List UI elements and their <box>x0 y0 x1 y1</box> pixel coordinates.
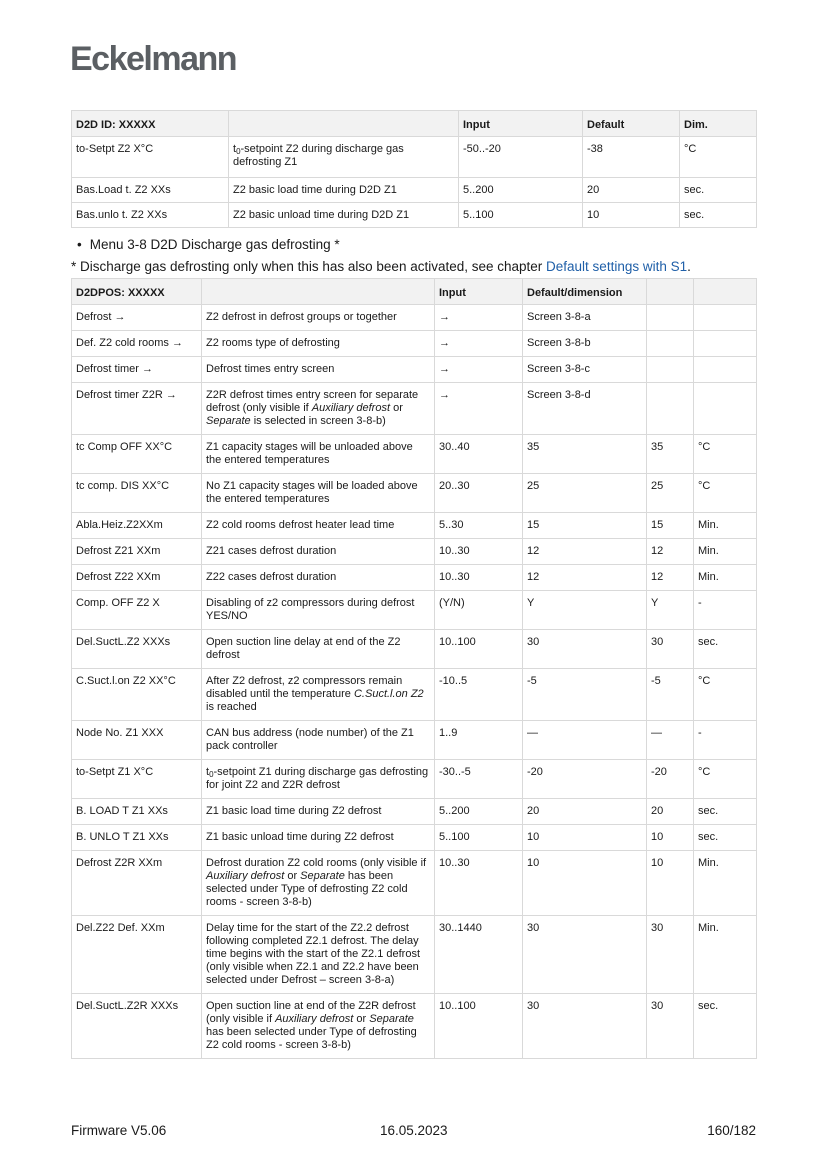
table-row <box>72 137 757 178</box>
default-cell: Screen 3-8-c <box>523 357 647 383</box>
description-cell: Z1 capacity stages will be unloaded above the entered temperatures <box>202 435 435 474</box>
d2d-id-table <box>71 110 757 228</box>
input-cell: 10..30 <box>435 565 523 591</box>
input-cell: 10..30 <box>435 851 523 916</box>
table-row <box>72 630 757 669</box>
parameter-cell: Bas.unlo t. Z2 XXs <box>72 203 229 228</box>
default-cell: 25 <box>523 474 647 513</box>
default-cell: Screen 3-8-b <box>523 331 647 357</box>
dim-cell: sec. <box>694 825 757 851</box>
input-cell: → <box>435 305 523 331</box>
dim-cell: sec. <box>680 203 757 228</box>
parameter-cell: Del.Z22 Def. XXm <box>72 916 202 994</box>
description-cell: After Z2 defrost, z2 compressors remain disabled until the temperature C.Suct.l.on Z2 is reached <box>202 669 435 721</box>
parameter-cell: Node No. Z1 XXX <box>72 721 202 760</box>
default-cell: 10 <box>523 825 647 851</box>
input-cell: 30..40 <box>435 435 523 474</box>
default-cell: Screen 3-8-d <box>523 383 647 435</box>
footer-page-number: 160/182 <box>707 1123 756 1138</box>
description-cell: Delay time for the start of the Z2.2 defrost following completed Z2.1 defrost. The delay time begins with the start of the Z2.1 defrost (only visible when Z2.1 and Z2.2 have been selected under Defrost – screen 3-8-a) <box>202 916 435 994</box>
menu-heading: Menu 3-8 D2D Discharge gas defrosting * <box>89 237 340 252</box>
default-cell: 20 <box>583 178 680 203</box>
value-cell: -20 <box>647 760 694 799</box>
activation-note: * Discharge gas defrosting only when this has also been activated, see chapter Default settings with S1. <box>71 259 691 274</box>
description-cell: Z22 cases defrost duration <box>202 565 435 591</box>
value-cell: 10 <box>647 851 694 916</box>
value-cell: 15 <box>647 513 694 539</box>
input-cell: 20..30 <box>435 474 523 513</box>
parameter-cell: B. LOAD T Z1 XXs <box>72 799 202 825</box>
header-cell: Dim. <box>680 111 757 137</box>
description-cell: Z2 rooms type of defrosting <box>202 331 435 357</box>
description-cell: Z2 basic load time during D2D Z1 <box>229 178 459 203</box>
default-cell: 10 <box>523 851 647 916</box>
value-cell: — <box>647 721 694 760</box>
value-cell: 30 <box>647 630 694 669</box>
table-header-row <box>72 111 757 137</box>
default-cell: Screen 3-8-a <box>523 305 647 331</box>
default-cell: -5 <box>523 669 647 721</box>
parameter-cell: tc comp. DIS XX°C <box>72 474 202 513</box>
parameter-cell: Bas.Load t. Z2 XXs <box>72 178 229 203</box>
dim-cell: °C <box>680 137 757 178</box>
default-cell: 10 <box>583 203 680 228</box>
input-cell: → <box>435 331 523 357</box>
description-cell: Z1 basic unload time during Z2 defrost <box>202 825 435 851</box>
parameter-cell: Defrost Z22 XXm <box>72 565 202 591</box>
value-cell: 30 <box>647 916 694 994</box>
input-cell: -10..5 <box>435 669 523 721</box>
value-cell: 12 <box>647 539 694 565</box>
parameter-cell: C.Suct.l.on Z2 XX°C <box>72 669 202 721</box>
value-cell: 30 <box>647 994 694 1059</box>
input-cell: 30..1440 <box>435 916 523 994</box>
default-cell: — <box>523 721 647 760</box>
dim-cell: Min. <box>694 851 757 916</box>
parameter-cell: Defrost timer Z2R → <box>72 383 202 435</box>
input-cell: 5..30 <box>435 513 523 539</box>
table-row <box>72 825 757 851</box>
description-cell: Z2 defrost in defrost groups or together <box>202 305 435 331</box>
description-cell: CAN bus address (node number) of the Z1 pack controller <box>202 721 435 760</box>
input-cell: (Y/N) <box>435 591 523 630</box>
description-cell: Defrost times entry screen <box>202 357 435 383</box>
dim-cell: Min. <box>694 565 757 591</box>
dim-cell: °C <box>694 669 757 721</box>
default-cell: -20 <box>523 760 647 799</box>
table-row <box>72 799 757 825</box>
value-cell: 20 <box>647 799 694 825</box>
table-row <box>72 305 757 331</box>
header-cell: Input <box>435 279 523 305</box>
parameter-cell: Defrost timer → <box>72 357 202 383</box>
description-cell: Open suction line delay at end of the Z2 defrost <box>202 630 435 669</box>
dim-cell: °C <box>694 474 757 513</box>
table-row <box>72 474 757 513</box>
value-cell: -5 <box>647 669 694 721</box>
input-cell: 10..100 <box>435 630 523 669</box>
d2dpos-table <box>71 278 757 1059</box>
dim-cell: Min. <box>694 916 757 994</box>
dim-cell: sec. <box>694 799 757 825</box>
input-cell: -30..-5 <box>435 760 523 799</box>
input-cell: 1..9 <box>435 721 523 760</box>
header-cell: Default <box>583 111 680 137</box>
input-cell: -50..-20 <box>459 137 583 178</box>
value-cell: 35 <box>647 435 694 474</box>
table-row <box>72 513 757 539</box>
default-cell: 30 <box>523 994 647 1059</box>
parameter-cell: Defrost Z2R XXm <box>72 851 202 916</box>
header-cell: Input <box>459 111 583 137</box>
dim-cell: °C <box>694 760 757 799</box>
table-row <box>72 539 757 565</box>
table-row <box>72 331 757 357</box>
dim-cell: sec. <box>694 630 757 669</box>
table-row <box>72 383 757 435</box>
description-cell: Defrost duration Z2 cold rooms (only visible if Auxiliary defrost or Separate has been selected under Type of defrosting Z2 cold rooms - screen 3-8-b) <box>202 851 435 916</box>
description-cell: Z2 cold rooms defrost heater lead time <box>202 513 435 539</box>
description-cell: $t_0$-setpoint Z2 during discharge gas defrosting Z1 <box>229 137 459 178</box>
description-cell: Z2R defrost times entry screen for separate defrost (only visible if Auxiliary defrost or Separate is selected in screen 3-8-b) <box>202 383 435 435</box>
parameter-cell: tc Comp OFF XX°C <box>72 435 202 474</box>
parameter-cell: Def. Z2 cold rooms → <box>72 331 202 357</box>
dim-cell: Min. <box>694 539 757 565</box>
input-cell: 5..100 <box>435 825 523 851</box>
header-cell <box>647 279 694 305</box>
header-cell: Default/dimension <box>523 279 647 305</box>
input-cell: 10..100 <box>435 994 523 1059</box>
parameter-cell: Abla.Heiz.Z2XXm <box>72 513 202 539</box>
table-row <box>72 669 757 721</box>
parameter-cell: Del.SuctL.Z2R XXXs <box>72 994 202 1059</box>
dim-cell: - <box>694 591 757 630</box>
value-cell: Y <box>647 591 694 630</box>
table-row <box>72 760 757 799</box>
description-cell: Z21 cases defrost duration <box>202 539 435 565</box>
description-cell: Disabling of z2 compressors during defrost YES/NO <box>202 591 435 630</box>
dim-cell <box>694 383 757 435</box>
table-row <box>72 916 757 994</box>
header-cell <box>694 279 757 305</box>
parameter-cell: to-Setpt Z1 X°C <box>72 760 202 799</box>
table-row <box>72 851 757 916</box>
menu-bullet <box>77 237 340 252</box>
input-cell: → <box>435 383 523 435</box>
default-cell: 12 <box>523 565 647 591</box>
dim-cell <box>694 305 757 331</box>
footer-date: 16.05.2023 <box>380 1123 448 1138</box>
table-row <box>72 994 757 1059</box>
description-cell: No Z1 capacity stages will be loaded above the entered temperatures <box>202 474 435 513</box>
default-settings-link[interactable]: Default settings with S1 <box>546 259 688 274</box>
input-cell: 5..200 <box>435 799 523 825</box>
dim-cell <box>694 331 757 357</box>
value-cell <box>647 305 694 331</box>
table-row <box>72 721 757 760</box>
description-cell: Open suction line at end of the Z2R defrost (only visible if Auxiliary defrost or Separate has been selected under Type of defrosting Z2 cold rooms - screen 3-8-b) <box>202 994 435 1059</box>
value-cell: 25 <box>647 474 694 513</box>
default-cell: 30 <box>523 916 647 994</box>
header-cell: D2D ID: XXXXX <box>72 111 229 137</box>
description-cell: Z1 basic load time during Z2 defrost <box>202 799 435 825</box>
parameter-cell: Defrost Z21 XXm <box>72 539 202 565</box>
table-row <box>72 435 757 474</box>
input-cell: 5..100 <box>459 203 583 228</box>
parameter-cell: Defrost → <box>72 305 202 331</box>
default-cell: 20 <box>523 799 647 825</box>
value-cell: 10 <box>647 825 694 851</box>
input-cell: 10..30 <box>435 539 523 565</box>
default-cell: -38 <box>583 137 680 178</box>
dim-cell <box>694 357 757 383</box>
header-cell: D2DPOS: XXXXX <box>72 279 202 305</box>
table-row <box>72 591 757 630</box>
value-cell: 12 <box>647 565 694 591</box>
description-cell: $t_0$-setpoint Z1 during discharge gas defrosting for joint Z2 and Z2R defrost <box>202 760 435 799</box>
default-cell: 30 <box>523 630 647 669</box>
value-cell <box>647 357 694 383</box>
table-row <box>72 357 757 383</box>
eckelmann-logo: Eckelmann <box>70 40 237 78</box>
table-row <box>72 203 757 228</box>
parameter-cell: Del.SuctL.Z2 XXXs <box>72 630 202 669</box>
input-cell: → <box>435 357 523 383</box>
default-cell: 15 <box>523 513 647 539</box>
value-cell <box>647 331 694 357</box>
dim-cell: - <box>694 721 757 760</box>
default-cell: 35 <box>523 435 647 474</box>
parameter-cell: Comp. OFF Z2 X <box>72 591 202 630</box>
table-row <box>72 565 757 591</box>
parameter-cell: to-Setpt Z2 X°C <box>72 137 229 178</box>
dim-cell: sec. <box>694 994 757 1059</box>
dim-cell: sec. <box>680 178 757 203</box>
table-header-row <box>72 279 757 305</box>
dim-cell: Min. <box>694 513 757 539</box>
input-cell: 5..200 <box>459 178 583 203</box>
header-cell <box>229 111 459 137</box>
parameter-cell: B. UNLO T Z1 XXs <box>72 825 202 851</box>
default-cell: Y <box>523 591 647 630</box>
value-cell <box>647 383 694 435</box>
header-cell <box>202 279 435 305</box>
footer-firmware: Firmware V5.06 <box>71 1123 167 1138</box>
dim-cell: °C <box>694 435 757 474</box>
default-cell: 12 <box>523 539 647 565</box>
description-cell: Z2 basic unload time during D2D Z1 <box>229 203 459 228</box>
bullet-icon: • <box>77 237 82 252</box>
table-row <box>72 178 757 203</box>
